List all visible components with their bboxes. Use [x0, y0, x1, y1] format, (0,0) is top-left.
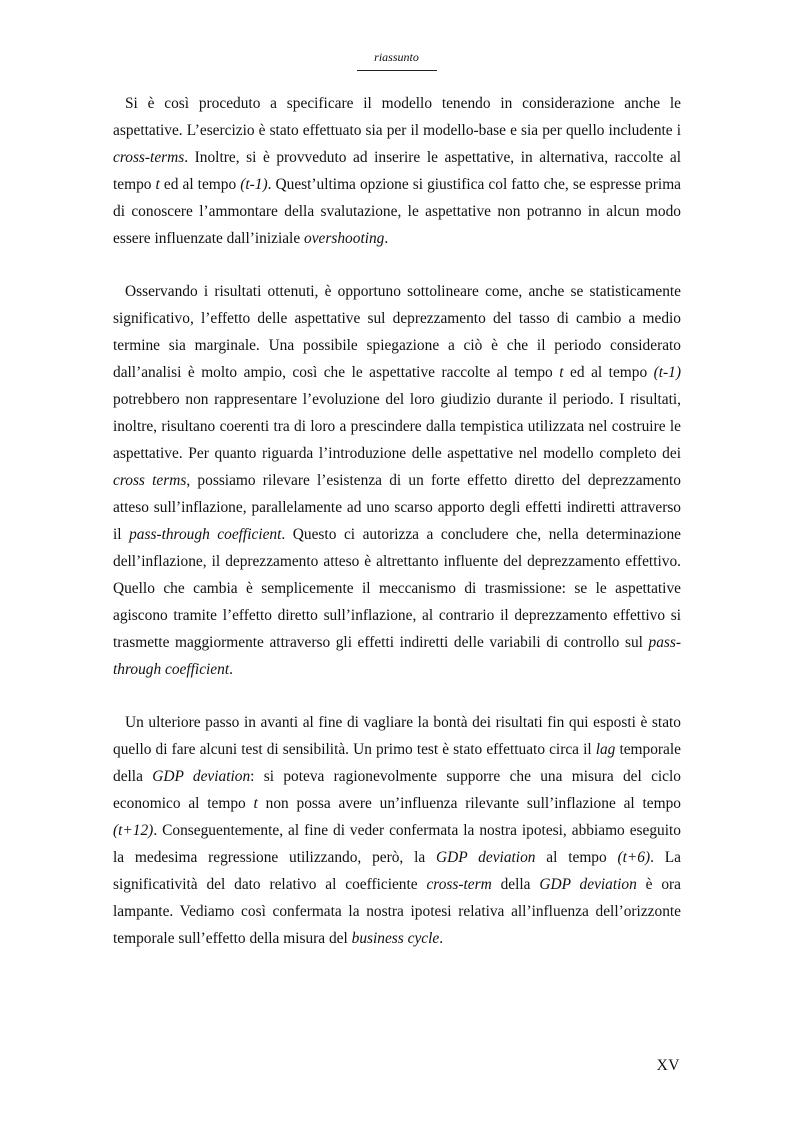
- italic-term: pass-through coefficient: [113, 634, 681, 678]
- header-rule: [357, 70, 437, 71]
- italic-term: cross terms: [113, 472, 187, 489]
- text-run: ed al tempo: [563, 364, 654, 381]
- italic-term: cross-terms: [113, 149, 185, 166]
- paragraph-3: [113, 709, 681, 952]
- paragraph-1: [113, 90, 681, 252]
- page-number: XV: [656, 1057, 680, 1074]
- italic-term: GDP deviation: [152, 768, 251, 785]
- text-run: temporale della: [113, 741, 681, 785]
- italic-term: overshooting: [304, 230, 385, 247]
- text-run: . Questo ci autorizza a concludere che, nella determinazione dell’inflazione, il deprezzamento atteso è altrettanto influente del deprezzamento effettivo. Quello che cambia è semplicemente il meccanismo di trasmissione: se le aspettative agiscono tramite l’effetto diretto sull’inflazione, al contrario il deprezzamento effettivo si trasmette maggiormente attraverso gli effetti indiretti delle variabili di controllo sul: [113, 526, 682, 651]
- paragraph-2: [113, 278, 681, 683]
- text-run: è ora lampante. Vediamo così confermata la nostra ipotesi relativa all’influenza dell’orizzonte temporale sull’effetto della misura del: [113, 876, 681, 947]
- italic-term: (t+12): [113, 822, 154, 839]
- text-run: Si è così proceduto a specificare il modello tenendo in considerazione anche le aspettative. L’esercizio è stato effettuato sia per il modello-base e sia per quello includente i: [113, 95, 681, 139]
- italic-term: (t-1): [240, 176, 268, 193]
- italic-term: (t+6): [617, 849, 651, 866]
- text-run: .: [384, 230, 389, 247]
- text-run: non possa avere un’influenza rilevante sull’inflazione al tempo: [257, 795, 681, 812]
- text-run: al tempo: [535, 849, 618, 866]
- text-run: potrebbero non rappresentare l’evoluzione del loro giudizio durante il periodo. I risultati, inoltre, risultano coerenti tra di loro a prescindere dalla tempistica utilizzata nel costruire le aspettative. Per quanto riguarda l’introduzione delle aspettative nel modello completo dei: [113, 391, 681, 462]
- text-run: Osservando i risultati ottenuti, è opportuno sottolineare come, anche se statisticamente significativo, l’effetto delle aspettative sul deprezzamento del tasso di cambio a medio termine sia marginale. Una possibile spiegazione a ciò è che il periodo considerato dall’analisi è molto ampio, così che le aspettative raccolte al tempo: [113, 283, 681, 381]
- text-run: Un ulteriore passo in avanti al fine di vagliare la bontà dei risultati fin qui esposti è stato quello di fare alcuni test di sensibilità. Un primo test è stato effettuato circa il: [113, 714, 681, 758]
- text-run: . Conseguentemente, al fine di veder confermata la nostra ipotesi, abbiamo eseguito la medesima regressione utilizzando, però, la: [113, 822, 681, 866]
- text-run: ed al tempo: [159, 176, 241, 193]
- text-run: .: [229, 661, 233, 678]
- italic-term: t: [559, 364, 564, 381]
- italic-term: t: [253, 795, 258, 812]
- page-header: [0, 48, 793, 66]
- text-run: della: [491, 876, 540, 893]
- italic-term: lag: [595, 741, 616, 758]
- italic-term: cross-term: [426, 876, 492, 893]
- text-run: .: [439, 930, 444, 947]
- italic-term: GDP deviation: [436, 849, 536, 866]
- italic-term: GDP deviation: [539, 876, 637, 893]
- text-run: : si poteva ragionevolmente supporre che una misura del ciclo economico al tempo: [113, 768, 681, 812]
- text-run: . Quest’ultima opzione si giustifica col fatto che, se espresse prima di conoscere l’ammontare della svalutazione, le aspettative non potranno in alcun modo essere influenzate dall’iniziale: [113, 176, 681, 247]
- italic-term: pass-through coefficient: [129, 526, 282, 543]
- running-header-title: riassunto: [374, 50, 419, 64]
- text-run: . La significatività del dato relativo al coefficiente: [113, 849, 682, 893]
- body-text: [113, 90, 681, 978]
- italic-term: (t-1): [653, 364, 681, 381]
- italic-term: t: [155, 176, 160, 193]
- italic-term: business cycle: [351, 930, 440, 947]
- text-run: . Inoltre, si è provveduto ad inserire le aspettative, in alternativa, raccolte al tempo: [113, 149, 681, 193]
- text-run: , possiamo rilevare l’esistenza di un forte effetto diretto del deprezzamento atteso sull’inflazione, parallelamente ad uno scarso apporto degli effetti indiretti attraverso il: [113, 472, 681, 543]
